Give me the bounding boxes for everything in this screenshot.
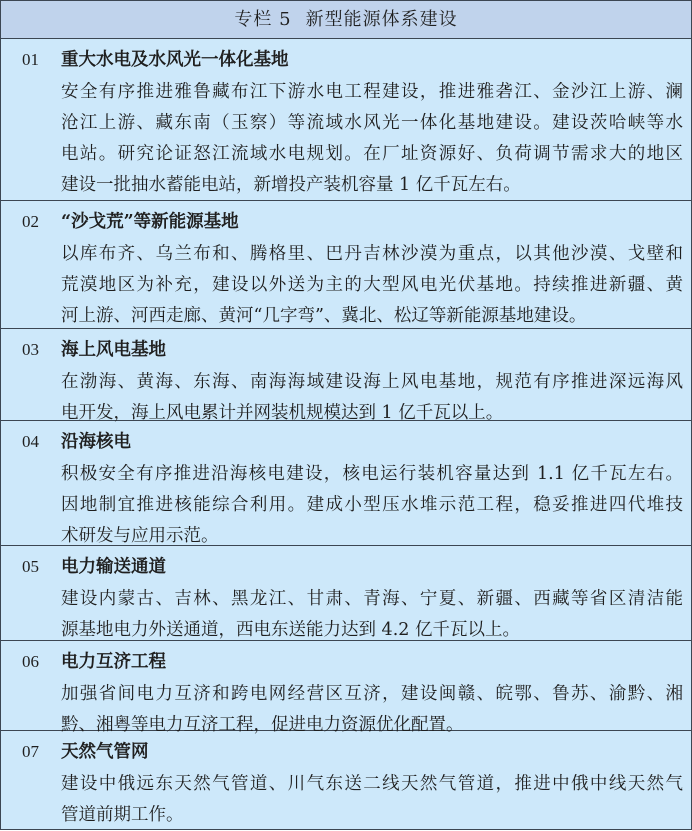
section-item bbox=[1, 641, 691, 735]
section-index: 02 bbox=[22, 212, 39, 231]
section-index: 05 bbox=[22, 557, 39, 576]
body-line: 建设一批抽水蓄能电站，新增投产装机容量 1 亿千瓦左右。 bbox=[61, 175, 521, 195]
section-list bbox=[1, 39, 691, 828]
column-header bbox=[1, 1, 691, 39]
body-line: 河上游、河西走廊、黄河“几字弯”、冀北、松辽等新能源基地建设。 bbox=[61, 306, 587, 326]
section-item bbox=[1, 201, 691, 329]
section-title: 海上风电基地 bbox=[61, 340, 166, 360]
body-line: 黔、湘粤等电力互济工程，促进电力资源优化配置。 bbox=[61, 715, 464, 735]
section-index: 06 bbox=[22, 652, 39, 671]
body-line: 安全有序推进雅鲁藏布江下游水电工程建设，推进雅砻江、金沙江上游、澜 bbox=[61, 82, 683, 102]
section-item bbox=[1, 329, 691, 421]
section-index: 04 bbox=[22, 432, 39, 451]
body-line: 管道前期工作。 bbox=[61, 805, 184, 825]
section-body bbox=[61, 584, 683, 646]
body-line: 加强省间电力互济和跨电网经营区互济，建设闽赣、皖鄂、鲁苏、渝黔、湘 bbox=[61, 684, 683, 704]
section-title: 天然气管网 bbox=[61, 742, 149, 762]
section-body bbox=[61, 367, 683, 429]
section-title: 重大水电及水风光一体化基地 bbox=[61, 50, 289, 70]
body-line: 源基地电力外送通道，西电东送能力达到 4.2 亿千瓦以上。 bbox=[61, 620, 520, 640]
section-body bbox=[61, 459, 683, 552]
section-item bbox=[1, 546, 691, 641]
body-line: 电开发，海上风电累计并网装机规模达到 1 亿千瓦以上。 bbox=[61, 403, 504, 423]
body-line: 术研发与应用示范。 bbox=[61, 526, 219, 546]
body-line: 荒漠地区为补充，建设以外送为主的大型风电光伏基地。持续推进新疆、黄 bbox=[61, 275, 683, 295]
body-line: 积极安全有序推进沿海核电建设，核电运行装机容量达到 1.1 亿千瓦左右。 bbox=[61, 464, 683, 484]
column-label: 专栏 5 bbox=[234, 9, 292, 30]
section-title: 电力互济工程 bbox=[61, 652, 166, 672]
section-item bbox=[1, 421, 691, 546]
section-body bbox=[61, 769, 683, 831]
section-item bbox=[1, 731, 691, 828]
column-title: 新型能源体系建设 bbox=[305, 9, 458, 30]
section-body bbox=[61, 77, 683, 201]
body-line: 以库布齐、乌兰布和、腾格里、巴丹吉林沙漠为重点，以其他沙漠、戈壁和 bbox=[61, 244, 683, 264]
body-line: 因地制宜推进核能综合利用。建成小型压水堆示范工程，稳妥推进四代堆技 bbox=[61, 495, 683, 515]
body-line: 电站。研究论证怒江流域水电规划。在厂址资源好、负荷调节需求大的地区 bbox=[61, 144, 683, 164]
section-index: 07 bbox=[22, 742, 39, 761]
section-title: “沙戈荒”等新能源基地 bbox=[61, 212, 239, 232]
section-index: 03 bbox=[22, 340, 39, 359]
section-title: 电力输送通道 bbox=[61, 557, 166, 577]
section-body bbox=[61, 239, 683, 332]
section-item bbox=[1, 39, 691, 201]
body-line: 沧江上游、藏东南（玉察）等流域水风光一体化基地建设。建设茨哈峡等水 bbox=[61, 113, 683, 133]
body-line: 建设内蒙古、吉林、黑龙江、甘肃、青海、宁夏、新疆、西藏等省区清洁能 bbox=[61, 589, 683, 609]
section-title: 沿海核电 bbox=[61, 432, 131, 452]
section-index: 01 bbox=[22, 50, 39, 69]
body-line: 建设中俄远东天然气管道、川气东送二线天然气管道，推进中俄中线天然气 bbox=[61, 774, 683, 794]
body-line: 在渤海、黄海、东海、南海海域建设海上风电基地，规范有序推进深远海风 bbox=[61, 372, 683, 392]
